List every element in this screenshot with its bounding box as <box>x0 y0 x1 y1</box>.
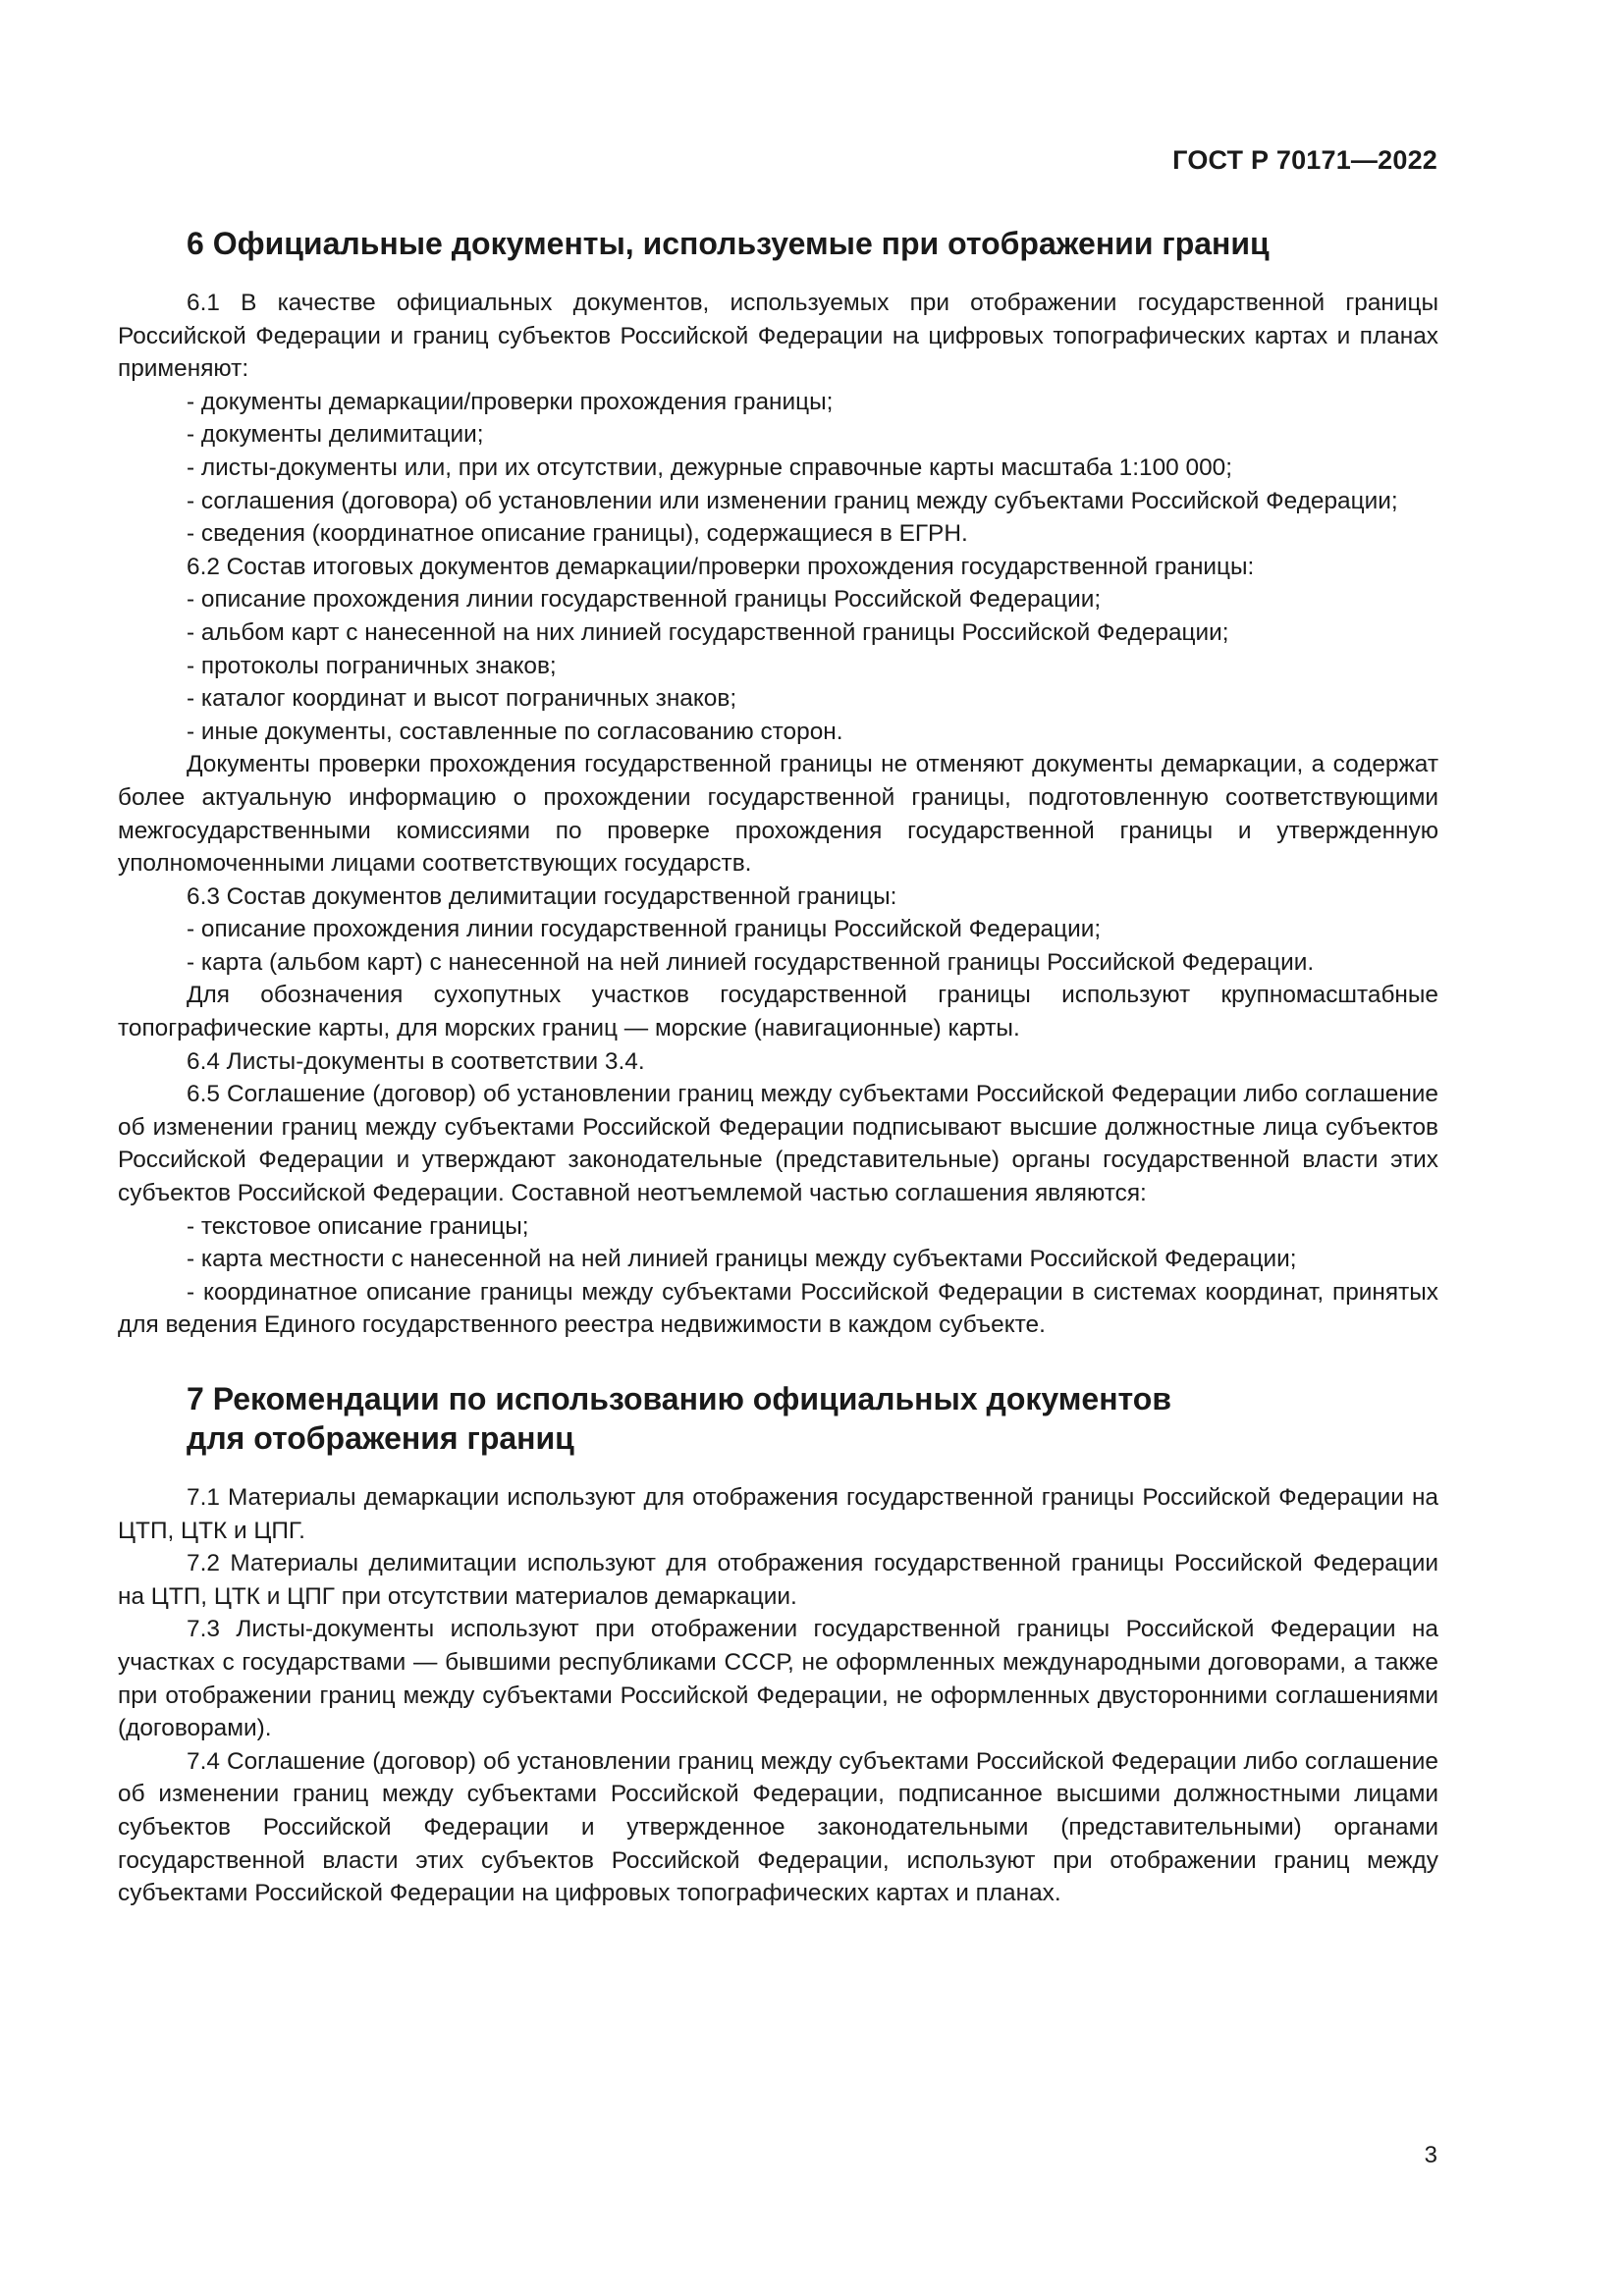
paragraph: 7.3 Листы-документы используют при отображении государственной границы Российской Федерации на участках с государствами — бывшими республиками СССР, не оформленных международными договорами, а также при отображении границ между субъектами Российской Федерации, не оформленных двусторонними соглашениями (договорами). <box>118 1616 1438 1742</box>
paragraph: 6.4 Листы-документы в соответствии 3.4. <box>187 1047 645 1075</box>
section-7-heading-line-2: для отображения границ <box>187 1420 574 1456</box>
list-item: - документы делимитации; <box>187 421 484 449</box>
section-7-body <box>118 1481 1438 1910</box>
list-item: - иные документы, составленные по согласованию сторон. <box>187 718 843 745</box>
page-content <box>118 224 1438 1910</box>
section-6-heading: 6 Официальные документы, используемые при отображении границ <box>187 226 1270 261</box>
page-number: 3 <box>1424 2142 1437 2168</box>
paragraph: 6.2 Состав итоговых документов демаркации/проверки прохождения государственной границы: <box>187 553 1255 580</box>
list-item: - каталог координат и высот пограничных знаков; <box>187 685 737 713</box>
paragraph: 6.3 Состав документов делимитации государственной границы: <box>187 882 897 910</box>
paragraph: Документы проверки прохождения государственной границы не отменяют документы демаркации, а содержат более актуальную информацию о прохождении государственной границы, подготовленную соответствующими межгосударственными комиссиями по проверке прохождения государственной границы и утвержденную уполномоченными лицами соответствующих государств. <box>118 751 1438 878</box>
list-item: - документы демаркации/проверки прохождения границы; <box>187 388 834 415</box>
list-item: - координатное описание границы между субъектами Российской Федерации в системах координат, принятых для ведения Единого государственного реестра недвижимости в каждом субъекте. <box>118 1278 1438 1339</box>
list-item: - карта местности с нанесенной на ней линией границы между субъектами Российской Федерации; <box>187 1246 1297 1273</box>
paragraph: 7.2 Материалы делимитации используют для отображения государственной границы Российской Федерации на ЦТП, ЦТК и ЦПГ при отсутствии материалов демаркации. <box>118 1550 1438 1610</box>
list-item: - альбом карт с нанесенной на них линией государственной границы Российской Федерации; <box>187 618 1229 646</box>
list-item: - описание прохождения линии государственной границы Российской Федерации; <box>187 586 1102 614</box>
section-7-heading-line-1: 7 Рекомендации по использованию официальных документов <box>187 1381 1172 1416</box>
paragraph: 6.5 Соглашение (договор) об установлении границ между субъектами Российской Федерации либо соглашение об изменении границ между субъектами Российской Федерации подписывают высшие должностные лица субъектов Российской Федерации и утверждают законодательные (представительные) органы государственной власти этих субъектов Российской Федерации. Составной неотъемлемой частью соглашения являются: <box>118 1081 1438 1207</box>
section-6-body <box>118 287 1438 1342</box>
paragraph: 7.1 Материалы демаркации используют для отображения государственной границы Российской Федерации на ЦТП, ЦТК и ЦПГ. <box>118 1484 1438 1544</box>
list-item: - протоколы пограничных знаков; <box>187 652 557 679</box>
standard-code: ГОСТ Р 70171—2022 <box>1172 145 1437 175</box>
list-item: - листы-документы или, при их отсутствии, дежурные справочные карты масштаба 1:100 000; <box>187 454 1232 481</box>
list-item: - описание прохождения линии государственной границы Российской Федерации; <box>187 916 1102 943</box>
list-item: - текстовое описание границы; <box>187 1212 529 1240</box>
paragraph: 7.4 Соглашение (договор) об установлении границ между субъектами Российской Федерации либо соглашение об изменении границ между субъектами Российской Федерации, подписанное высшими должностными лицами субъектов Российской Федерации и утвержденное законодательными (представительными) органами государственной власти этих субъектов Российской Федерации, используют при отображении границ между субъектами Российской Федерации на цифровых топографических картах и планах. <box>118 1747 1438 1907</box>
list-item: - сведения (координатное описание границы), содержащиеся в ЕГРН. <box>187 520 968 548</box>
paragraph: Для обозначения сухопутных участков государственной границы используют крупномасштабные топографические карты, для морских границ — морские (навигационные) карты. <box>118 982 1438 1042</box>
paragraph: 6.1 В качестве официальных документов, используемых при отображении государственной границы Российской Федерации и границ субъектов Российской Федерации на цифровых топографических картах и планах применяют: <box>118 290 1438 383</box>
section-7-heading <box>118 1379 1438 1458</box>
list-item: - карта (альбом карт) с нанесенной на ней линией государственной границы Российской Федерации. <box>187 948 1315 976</box>
list-item: - соглашения (договора) об установлении или изменении границ между субъектами Российской Федерации; <box>187 487 1398 514</box>
